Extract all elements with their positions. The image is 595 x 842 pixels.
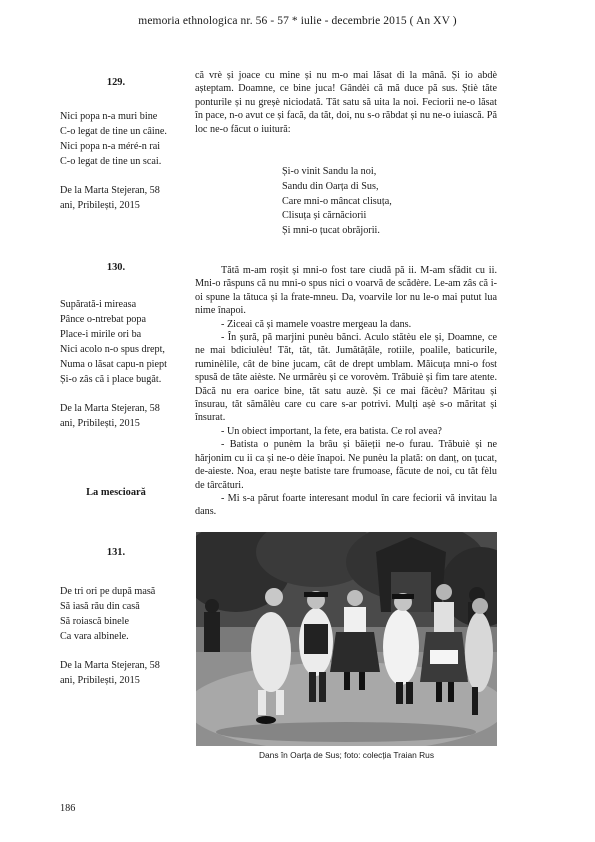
verse-line: Și mni-o țucat obrăjorii. (282, 225, 380, 237)
verse-block (282, 165, 392, 239)
paragraph: - Batista o punèm la brâu și băieții ne-o furau. Trăbuiè și ne hărjonim cu ii ca și ne-o dèie înapoi. Ne punèu la plată: on danț, on țucat, de-aieste. Noa, erau neşte batiste tare frumoase, făcute de noi, cu tăt fèlu de târcături. (195, 439, 497, 491)
source-line: ani, Pribilești, 2015 (60, 418, 140, 429)
poem-source (60, 401, 188, 431)
entry-number: 130. (106, 262, 126, 273)
page-number: 186 (60, 803, 76, 814)
poem-line: Nici popa n-a méré-n rai (60, 141, 161, 152)
poem-line: Nici popa n-a muri bine (60, 111, 158, 122)
source-line: De la Marta Stejeran, 58 (60, 185, 160, 196)
verse-line: Sandu din Oarța di Sus, (282, 180, 379, 192)
poem-line: Place-i mirile ori ba (60, 329, 142, 340)
paragraph: că vrè și joace cu mine și nu m-o mai lăsat di la mână. Și io abdè așteptam. Doamne, ce bine juca! Gândèi că mă duce pă sus. Știè tăte ponturile și nu greșè niciodată. Tăt satu să uita la noi. Feciorii ne-o lăsat în pace, n-o avut ce și facă, da tăt, doi, nu s-o răbdat și nu ne-o iuiască. Pă loc ne-o făcut o iuitură: (195, 70, 497, 135)
running-header: memoria ethnologica nr. 56 - 57 * iulie - decembrie 2015 ( An XV ) (138, 15, 457, 27)
dance-photo (196, 532, 497, 746)
poem-line: Pânce o-ntrebat popa (60, 314, 146, 325)
poem-line: Supărată-i mireasa (60, 299, 137, 310)
entry-129 (60, 75, 188, 213)
poem-source (60, 658, 188, 688)
poem-line: C-o legat de tine un câine. (60, 126, 167, 137)
poem-line: C-o legat de tine un scai. (60, 156, 162, 167)
interview-text (195, 264, 497, 519)
paragraph: - Un obiect important, la fete, era batista. Ce rol avea? (221, 425, 442, 437)
interview-text-top (195, 69, 497, 136)
entry-131 (60, 545, 188, 688)
entry-130 (60, 260, 188, 431)
entry-number: 131. (106, 547, 126, 558)
entry-number: 129. (106, 77, 126, 88)
paragraph: - Mi s-a părut foarte interesant modul în care feciorii vă invitau la dans. (195, 492, 497, 518)
poem-lines (60, 297, 188, 387)
paragraph: - Ziceai că și mamele voastre mergeau la dans. (221, 318, 412, 330)
verse-line: Și-o vinit Sandu la noi, (282, 166, 377, 177)
poem-lines (60, 109, 188, 169)
poem-line: De tri ori pe după masă (60, 586, 156, 597)
source-line: ani, Pribilești, 2015 (60, 200, 140, 211)
poem-lines (60, 584, 188, 644)
poem-line: Să iasă rău din casă (60, 601, 140, 612)
section-title: La mescioară (86, 487, 146, 498)
verse-line: Clisuța și cărnăciorii (282, 210, 367, 222)
poem-line: Ca vara albinele. (60, 631, 129, 642)
source-line: ani, Pribilești, 2015 (60, 675, 140, 686)
poem-line: Nici acolo n-o spus drept, (60, 344, 165, 355)
poem-line: Numa o lăsat capu-n piept (60, 359, 167, 370)
dance-photo-illustration (196, 532, 497, 746)
paragraph: Tătă m-am roșit și mni-o fost tare ciudă pă ii. M-am sfădit cu ii. Mni-o răspuns că nu mni-o spus nici o voarvă de scădère. Le-am zâs că i-oi spune la tătuca și la frate-mneu. Da, voarvile lor nu le-o mai putut lua nime înapoi. (195, 265, 497, 317)
source-line: De la Marta Stejeran, 58 (60, 660, 160, 671)
poem-line: Să roiască binele (60, 616, 130, 627)
paragraph: - În șură, pă marjini punèu bănci. Aculo stătèu ele și, Doamne, ce ne mai bdiciulèu! Tăt, tăt, tăt. Jumătățăle, rotiile, poalile, baticurile, ruminèlile, cât de bine jucam, cât de drept umblam. Măicuța mni-o fost spusă de tăte aièste. Ne urmărèu și ce vorovèm. Trăbuiè și fim tare atente. Dăcă nu era oarice bine, tăt satu auzè. Și ce mai făcèu? Măritau și însurau, tăt sămălèu care cu care s-ar potrivi. Mulți așè s-o măritat și însurat. (195, 332, 497, 424)
poem-source (60, 183, 188, 213)
photo-caption: Dans în Oarța de Sus; foto: colecția Traian Rus (258, 750, 435, 760)
verse-line: Care mni-o mâncat clisuța, (282, 195, 392, 207)
poem-line: Și-o zâs că i place bugăt. (60, 374, 162, 385)
source-line: De la Marta Stejeran, 58 (60, 403, 160, 414)
